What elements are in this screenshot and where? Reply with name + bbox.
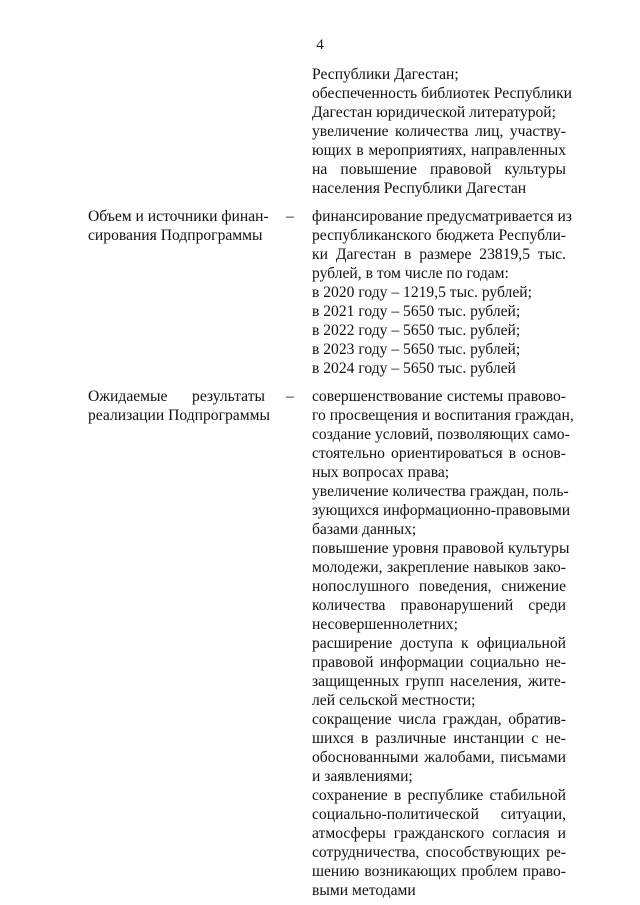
content-line: совершенствование системы правово- xyxy=(312,388,566,405)
content-line: расширение доступа к официальной xyxy=(312,635,566,652)
content-line: в 2024 году – 5650 тыс. рублей xyxy=(312,360,516,377)
section-label-line: Объем и источники финан- xyxy=(88,208,269,225)
content-line: в 2023 году – 5650 тыс. рублей; xyxy=(312,341,521,358)
content-line: нопослушного поведения, снижение xyxy=(312,578,566,595)
section-dash: – xyxy=(286,388,294,405)
content-line: шению возникающих проблем право- xyxy=(312,863,566,880)
page-number: 4 xyxy=(316,37,324,53)
content-line: шихся в различные инстанции с не- xyxy=(312,730,566,747)
intro-line: населения Республики Дагестан xyxy=(312,180,527,197)
content-line: повышение уровня правовой культуры xyxy=(312,540,570,557)
content-line: лей сельской местности; xyxy=(312,692,476,709)
content-line: сотрудничества, способствующих ре- xyxy=(312,844,566,861)
section-label-line: Ожидаемые результаты xyxy=(88,388,265,405)
content-line: правовой информации социально не- xyxy=(312,654,566,671)
content-line: сокращение числа граждан, обратив- xyxy=(312,711,566,728)
content-line: сохранение в республике стабильной xyxy=(312,787,566,804)
content-line: несовершеннолетних; xyxy=(312,616,458,633)
content-line: защищенных групп населения, жите- xyxy=(312,673,566,690)
content-line: обоснованными жалобами, письмами xyxy=(312,749,566,766)
content-line: го просвещения и воспитания граждан, xyxy=(312,407,574,424)
intro-line: Республики Дагестан; xyxy=(312,66,459,83)
section-dash: – xyxy=(286,208,294,225)
content-line: создание условий, позволяющих само- xyxy=(312,426,570,443)
content-line: в 2021 году – 5650 тыс. рублей; xyxy=(312,303,521,320)
content-line: увеличение количества граждан, поль- xyxy=(312,483,569,500)
intro-line: на повышение правовой культуры xyxy=(312,161,566,178)
intro-line: Дагестан юридической литературой; xyxy=(312,104,556,121)
content-line: ки Дагестан в размере 23819,5 тыс. xyxy=(312,246,566,263)
content-line: выми методами xyxy=(312,882,416,899)
intro-line: обеспеченность библиотек Республики xyxy=(312,85,572,102)
content-line: молодежи, закрепление навыков зако- xyxy=(312,559,566,576)
content-line: в 2022 году – 5650 тыс. рублей; xyxy=(312,322,521,339)
content-line: и заявлениями; xyxy=(312,768,413,785)
section-label-line: реализации Подпрограммы xyxy=(88,407,270,424)
content-line: атмосферы гражданского согласия и xyxy=(312,825,566,842)
content-line: количества правонарушений среди xyxy=(312,597,566,614)
content-line: базами данных; xyxy=(312,521,417,538)
content-line: социально-политической ситуации, xyxy=(312,806,566,823)
content-line: зующихся информационно-правовыми xyxy=(312,502,571,519)
content-line: рублей, в том числе по годам: xyxy=(312,265,509,282)
intro-line: увеличение количества лиц, участву- xyxy=(312,123,566,140)
content-line: в 2020 году – 1219,5 тыс. рублей; xyxy=(312,284,532,301)
content-line: республиканского бюджета Республи- xyxy=(312,227,566,244)
content-line: ных вопросах права; xyxy=(312,464,450,481)
intro-line: ющих в мероприятиях, направленных xyxy=(312,142,566,159)
section-label-line: сирования Подпрограммы xyxy=(88,227,263,244)
content-line: стоятельно ориентироваться в основ- xyxy=(312,445,566,462)
content-line: финансирование предусматривается из xyxy=(312,208,572,225)
